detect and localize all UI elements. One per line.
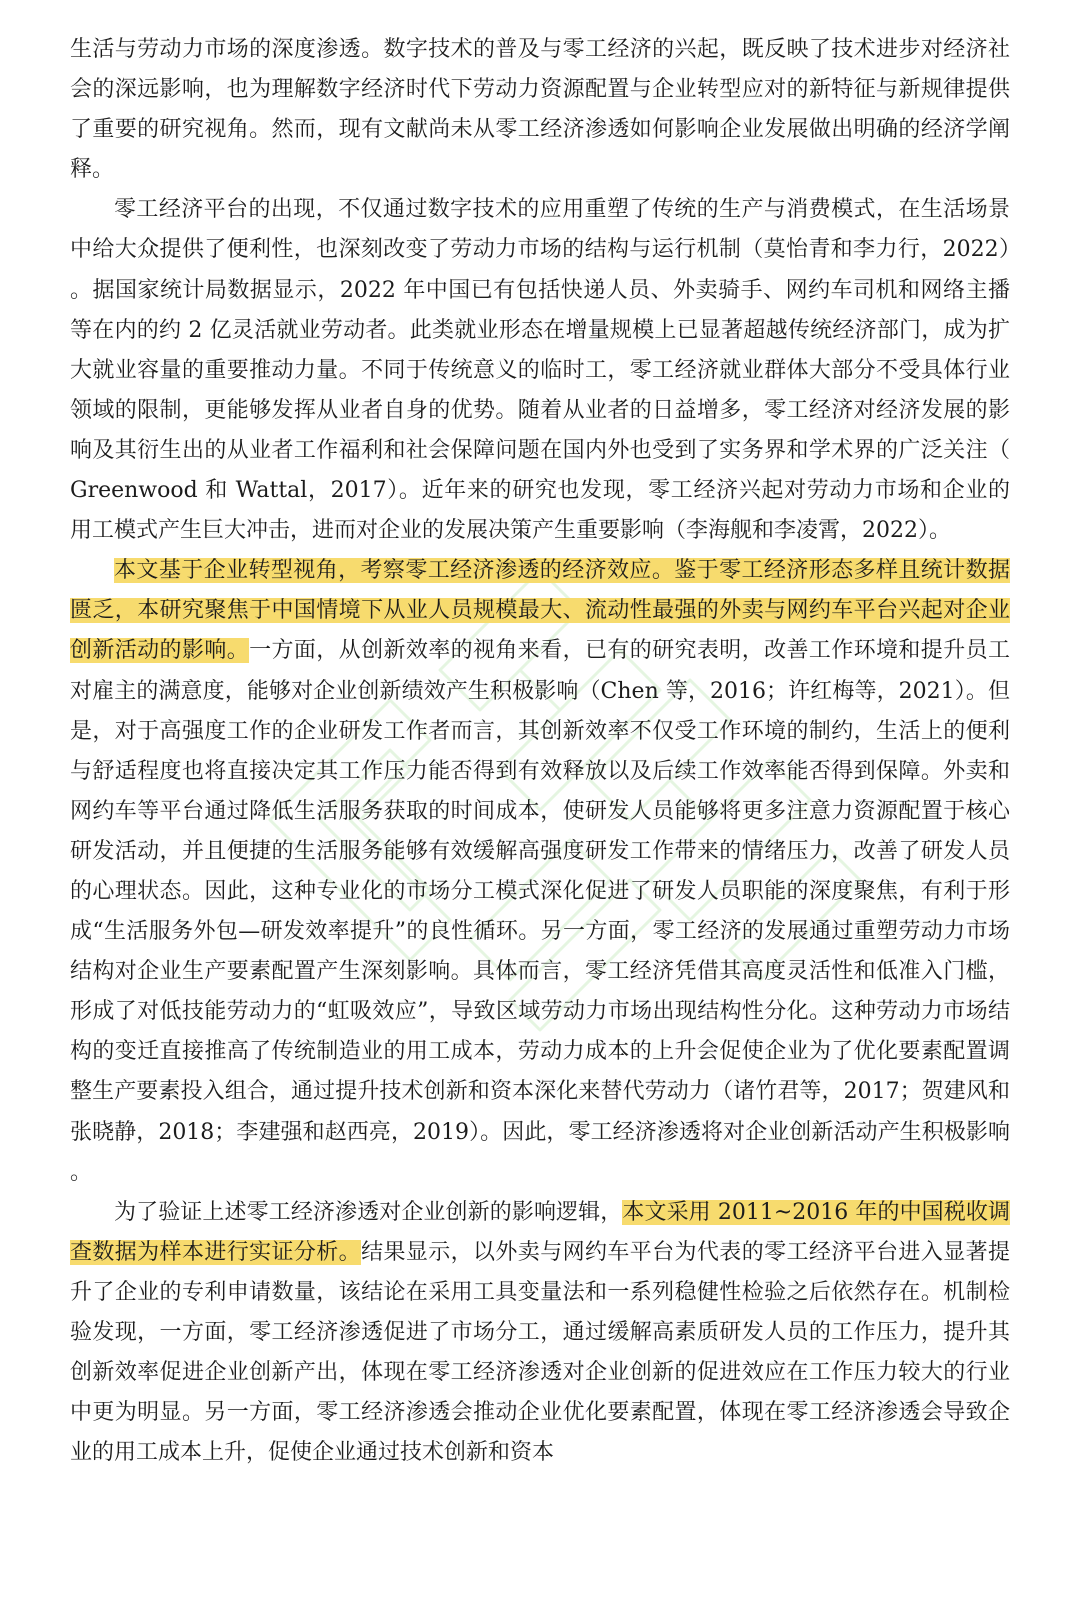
paragraph-2 (70, 190, 1010, 551)
paragraph-1 (70, 30, 1010, 190)
paragraph-4-segment-1: 为了验证上述零工经济渗透对企业创新的影响逻辑， (114, 1199, 623, 1225)
paragraph-4 (70, 1193, 1010, 1474)
body-text (70, 30, 1010, 1473)
paragraph-2-segment-1: 零工经济平台的出现，不仅通过数字技术的应用重塑了传统的生产与消费模式，在生活场景中给大众提供了便利性，也深刻改变了劳动力市场的结构与运行机制（莫怡青和李力行，2022）。据国家统计局数据显示，2022 年中国已有包括快递人员、外卖骑手、网约车司机和网络主播等在内的约 2 亿灵活就业劳动者。此类就业形态在增量规模上已显著超越传统经济部门，成为扩大就业容量的重要推动力量。不同于传统意义的临时工，零工经济就业群体大部分不受具体行业领域的限制，更能够发挥从业者自身的优势。随着从业者的日益增多，零工经济对经济发展的影响及其衍生出的从业者工作福利和社会保障问题在国内外也受到了实务界和学术界的广泛关注（Greenwood 和 Wattal，2017）。近年来的研究也发现，零工经济兴起对劳动力市场和企业的用工模式产生巨大冲击，进而对企业的发展决策产生重要影响（李海舰和李凌霄，2022）。 (70, 197, 1010, 544)
paragraph-3-highlighted-text: 本文基于企业转型视角，考察零工经济渗透的经济效应。鉴于零工经济形态多样且统计数据匮乏，本研究聚焦于中国情境下从业人员规模最大、流动性最强的外卖与网约车平台兴起对企业创新活动的影响。 (70, 558, 1010, 664)
paragraph-4-highlighted-text: 本文采用 2011~2016 年的中国税收调查数据为样本进行实证分析。 (70, 1199, 1010, 1265)
paragraph-3 (70, 551, 1010, 1193)
paragraph-1-segment-1: 生活与劳动力市场的深度渗透。数字技术的普及与零工经济的兴起，既反映了技术进步对经济社会的深远影响，也为理解数字经济时代下劳动力资源配置与企业转型应对的新特征与新规律提供了重要的研究视角。然而，现有文献尚未从零工经济渗透如何影响企业发展做出明确的经济学阐释。 (70, 37, 1010, 183)
paragraph-3-segment-2: 一方面，从创新效率的视角来看，已有的研究表明，改善工作环境和提升员工对雇主的满意度，能够对企业创新绩效产生积极影响（Chen 等，2016；许红梅等，2021）。但是，对于高强度工作的企业研发工作者而言，其创新效率不仅受工作环境的制约，生活上的便利与舒适程度也将直接决定其工作压力能否得到有效释放以及后续工作效率能否得到保障。外卖和网约车等平台通过降低生活服务获取的时间成本，使研发人员能够将更多注意力资源配置于核心研发活动，并且便捷的生活服务能够有效缓解高强度研发工作带来的情绪压力，改善了研发人员的心理状态。因此，这种专业化的市场分工模式深化促进了研发人员职能的深度聚焦，有利于形成“生活服务外包—研发效率提升”的良性循环。另一方面，零工经济的发展通过重塑劳动力市场结构对企业生产要素配置产生深刻影响。具体而言，零工经济凭借其高度灵活性和低准入门槛，形成了对低技能劳动力的“虹吸效应”，导致区域劳动力市场出现结构性分化。这种劳动力市场结构的变迁直接推高了传统制造业的用工成本，劳动力成本的上升会促使企业为了优化要素配置调整生产要素投入组合，通过提升技术创新和资本深化来替代劳动力（诸竹君等，2017；贺建风和张晓静，2018；李建强和赵西亮，2019）。因此，零工经济渗透将对企业创新活动产生积极影响。 (70, 638, 1010, 1185)
paragraph-4-segment-3: 结果显示，以外卖与网约车平台为代表的零工经济平台进入显著提升了企业的专利申请数量，该结论在采用工具变量法和一系列稳健性检验之后依然存在。机制检验发现，一方面，零工经济渗透促进了市场分工，通过缓解高素质研发人员的工作压力，提升其创新效率促进企业创新产出，体现在零工经济渗透对企业创新的促进效应在工作压力较大的行业中更为明显。另一方面，零工经济渗透会推动企业优化要素配置，体现在零工经济渗透会导致企业的用工成本上升，促使企业通过技术创新和资本 (70, 1239, 1010, 1466)
